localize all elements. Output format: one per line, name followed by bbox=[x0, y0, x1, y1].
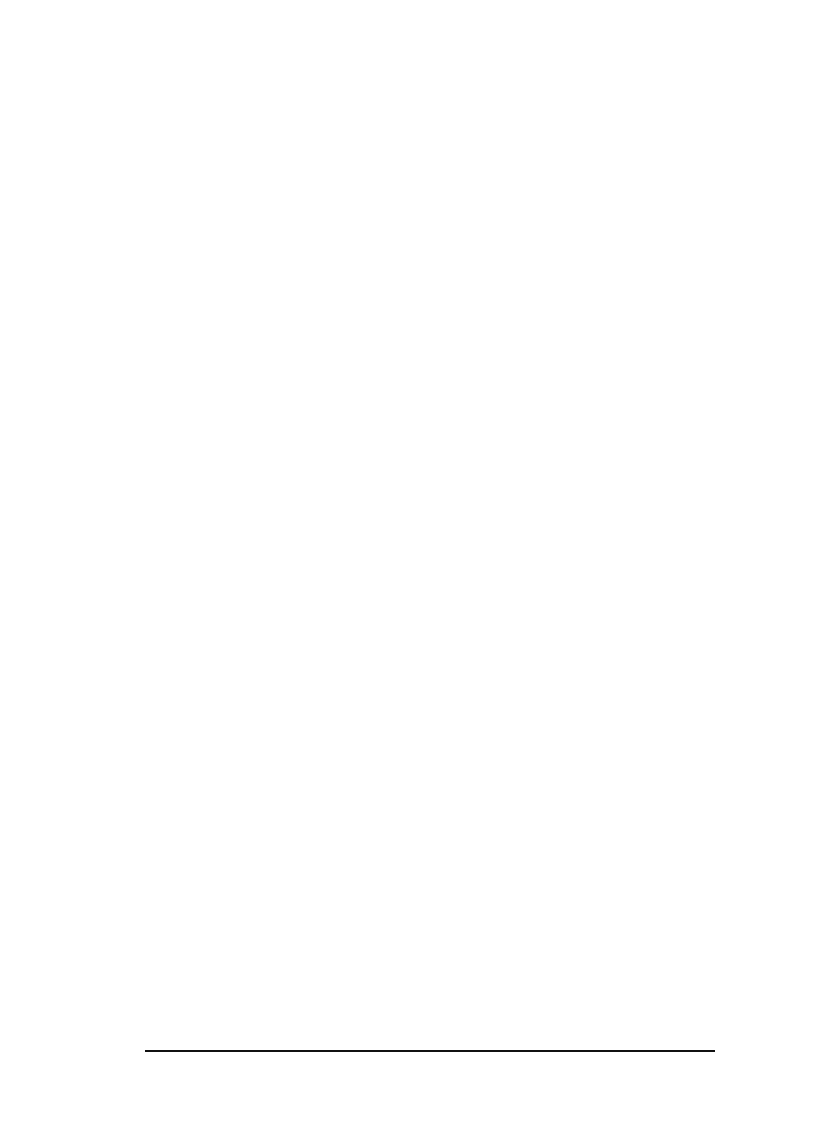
footer-divider bbox=[145, 1050, 715, 1052]
page-body bbox=[145, 90, 715, 160]
bullet-item bbox=[145, 126, 715, 157]
